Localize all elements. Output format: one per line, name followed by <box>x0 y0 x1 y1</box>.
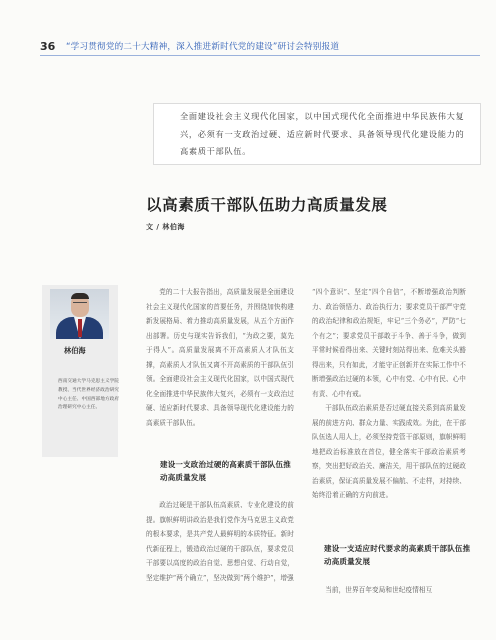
author-bio: 西南交通大学马克思主义学院教授、当代世界经济政治研究中心主任、中国西部地方政府治理研究中心主任。 <box>58 379 120 411</box>
article-byline: 文 / 林伯海 <box>146 223 185 231</box>
pull-quote-text: 全面建设社会主义现代化国家，以中国式现代化全面推进中华民族伟大复兴，必须有一支政治过硬、适应新时代要求、具备领导现代化建设能力的高素质干部队伍。 <box>180 111 465 156</box>
header-rule <box>40 55 480 56</box>
author-name: 林伯海 <box>64 346 86 355</box>
body-paragraph: 党的二十大报告指出，高质量发展是全面建设社会主义现代化国家的首要任务，并围绕加快构建新发展格局、着力推动高质量发展，从五个方面作出部署。历史与现实告诉我们，“为政之要，莫先于得人”。高质量发展离不开高素质人才队伍支撑，高素质人才队伍又离不开高素质的干部队伍引领。全面建设社会主义现代化国家，以中国式现代化全面推进中华民族伟大复兴，必须有一支政治过硬、适应新时代要求、具备领导现代化建设能力的高素质干部队伍。 <box>146 288 294 427</box>
body-column-2-lower <box>312 583 466 598</box>
article-title: 以高素质干部队伍助力高质量发展 <box>146 196 388 214</box>
body-column-2 <box>312 285 466 503</box>
body-paragraph: 当前，世界百年变局和世纪疫情相互 <box>325 586 433 594</box>
body-column-1 <box>146 285 294 430</box>
body-paragraph: 干部队伍政治素质是否过硬直接关系到高质量发展的前进方向、群众力量、实践成效。为此，在干部队伍选人用人上，必须坚持党管干部原则，旗帜鲜明地把政治标准放在首位，健全落实干部政治素质考察，突出把好政治关、廉洁关，用干部队伍的过硬政治素质，保证高质量发展不偏航、不走样，对持续、始终沿着正确的方向前进。 <box>312 404 466 499</box>
running-header-title: “学习贯彻党的二十大精神，深入推进新时代党的建设”研讨会特别报道 <box>66 42 340 52</box>
section-heading-1: 建设一支政治过硬的高素质干部队伍推动高质量发展 <box>160 460 291 482</box>
author-photo <box>50 289 109 339</box>
section-heading-2: 建设一支适应时代要求的高素质干部队伍推动高质量发展 <box>324 544 471 566</box>
page-number: 36 <box>40 40 56 53</box>
body-paragraph: “四个意识”、坚定“四个自信”，不断增强政治判断力、政治领悟力、政治执行力；要求党员干部严守党的政治纪律和政治规矩，牢记“三个务必”，严防“七个有之”；要求党员干部敢于斗争、善于斗争，做到平常时候看得出来、关键时刻站得出来、危难关头豁得出来，只有如此，才能守正创新并在实际工作中不断增强政治过硬的本领，心中有党、心中有民、心中有责、心中有戒。 <box>312 288 466 398</box>
body-column-1-lower <box>146 498 294 585</box>
body-paragraph: 政治过硬是干部队伍高素质、专业化建设的前提。旗帜鲜明讲政治是我们党作为马克思主义政党的根本要求，是共产党人最鲜明的本质特征。新时代新征程上，锻造政治过硬的干部队伍，要求党员干部要以高度的政治自觉、思想自觉、行动自觉，坚定维护“两个确立”，坚决做到“两个维护”，增强 <box>146 501 294 582</box>
